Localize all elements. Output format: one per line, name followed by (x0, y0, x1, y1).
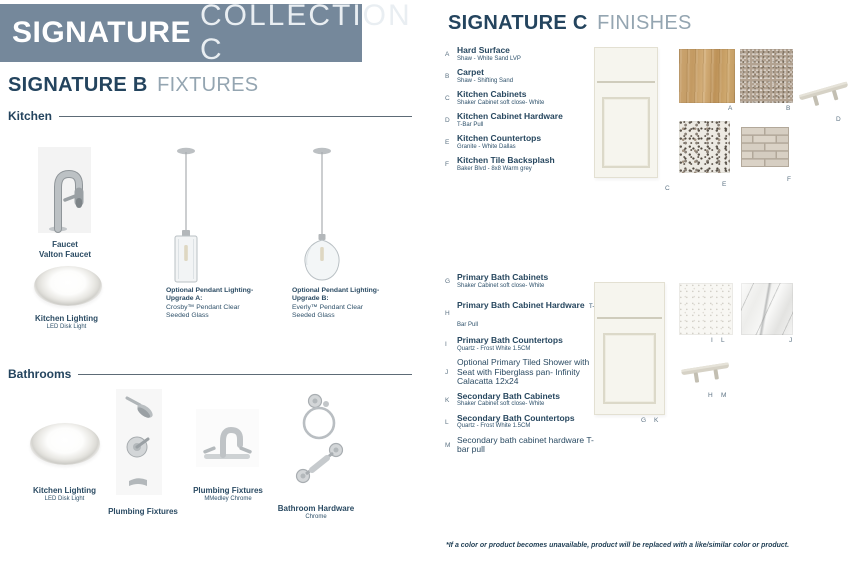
bath-hardware-sub: Chrome (305, 513, 327, 520)
finish-item-e: E Kitchen Countertops Granite - White Dallas (445, 133, 542, 150)
quartz-swatch (679, 283, 733, 335)
label-f: F (787, 176, 791, 183)
bathrooms-section-line (78, 374, 412, 375)
label-c: C (665, 185, 670, 192)
finishes-heading-bold: SIGNATURE C (448, 12, 588, 34)
kitchen-cabinet-door-sample (594, 47, 658, 178)
granite-swatch (679, 121, 730, 173)
faucet-sub: Valton Faucet (38, 249, 91, 259)
carpet-swatch (740, 49, 793, 103)
bath-hardware-photo (681, 358, 731, 390)
bath-hardware-label (270, 504, 362, 521)
bath-finishes-list (445, 273, 595, 455)
pendant-a-sub: Crosby™ Pendant Clear Seeded Glass (166, 303, 240, 320)
faucet-icon (38, 147, 91, 233)
tp-holder-icon (292, 438, 348, 490)
finish-item-k: K Secondary Bath Cabinets Shaker Cabinet soft close- White (445, 390, 560, 408)
bath-faucet-sub: MMedley Chrome (204, 495, 252, 502)
bath-disk-light-photo (30, 423, 100, 465)
pendant-b-sub: Everly™ Pendant Clear Seeded Glass (292, 303, 364, 320)
finish-item-a: A Hard Surface Shaw - White Sand LVP (445, 45, 521, 62)
label-h: H (708, 392, 713, 399)
finish-item-f: F Kitchen Tile Backsplash Baker Blvd - 8x8 Warm grey (445, 155, 555, 172)
kitchen-lighting-title: Kitchen Lighting (34, 314, 99, 323)
kitchen-lighting-sub: LED Disk Light (46, 323, 87, 330)
finish-item-h: H Primary Bath Cabinet Hardware T-Bar Pull (445, 300, 595, 329)
kitchen-hardware-photo (799, 76, 851, 116)
fixtures-heading (8, 74, 258, 97)
kitchen-section-label: Kitchen (8, 109, 53, 123)
faucet-title: Faucet (52, 240, 78, 249)
finish-item-j: J Optional Primary Tiled Shower with Seat with Fiberglass pan- Infinity Calacatta 12x24 (445, 357, 590, 387)
label-k: K (654, 417, 659, 424)
kitchen-section-line (59, 116, 412, 117)
towel-ring-icon (296, 392, 340, 442)
bath-lighting-sub: LED Disk Light (44, 495, 85, 502)
bath-shower-title: Plumbing Fixtures (108, 507, 178, 516)
pendant-b-label (292, 287, 386, 321)
shower-set-icon (116, 389, 162, 495)
kitchen-section-rule (8, 109, 412, 123)
bath-faucet-title: Plumbing Fixtures (193, 486, 263, 495)
pendant-a-title: Optional Pendant Lighting- Upgrade A: (166, 287, 254, 303)
fixtures-heading-light: FIXTURES (157, 74, 259, 96)
footnote: *If a color or product becomes unavailable, product will be replaced with a like/similar color or product. (446, 542, 790, 549)
label-g: G (641, 417, 647, 424)
kitchen-faucet-label (20, 240, 110, 259)
finish-item-c: C Kitchen Cabinets Shaker Cabinet soft close- White (445, 89, 545, 106)
towel-ring-photo (296, 392, 340, 442)
kitchen-disk-light-photo (34, 266, 102, 306)
label-l: L (721, 337, 725, 344)
pendant-b-photo (296, 144, 348, 292)
pendant-a-label (166, 287, 258, 321)
label-j: J (789, 337, 793, 344)
finishes-heading-light: FINISHES (597, 12, 692, 34)
bath-hardware-title: Bathroom Hardware (277, 504, 355, 513)
finish-item-m: M Secondary bath cabinet hardware T-bar pull (445, 434, 594, 455)
bath-lighting-title: Kitchen Lighting (32, 486, 97, 495)
pendant-cylinder-icon (164, 144, 208, 292)
finish-item-g: G Primary Bath Cabinets Shaker Cabinet soft close- White (445, 272, 549, 289)
banner-title-light: COLLECTION C (199, 0, 412, 66)
pendant-bell-icon (296, 144, 348, 292)
label-a: A (728, 105, 733, 112)
bath-lighting-label (12, 486, 117, 503)
banner (0, 0, 412, 66)
bath-cabinet-door-sample (594, 282, 665, 415)
bathrooms-section-rule (8, 367, 412, 381)
label-d: D (836, 116, 841, 123)
finish-item-d: D Kitchen Cabinet Hardware T-Bar Pull (445, 111, 563, 128)
brick-tile-icon (741, 127, 789, 167)
marble-swatch (741, 283, 793, 335)
bathrooms-section-label: Bathrooms (8, 367, 72, 381)
bath-shower-label (103, 507, 183, 517)
backsplash-swatch (741, 127, 789, 167)
finish-item-b: B Carpet Shaw - Shifting Sand (445, 67, 514, 84)
kitchen-faucet-photo (38, 147, 91, 233)
label-b: B (786, 105, 791, 112)
tp-holder-photo (292, 438, 348, 490)
kitchen-lighting-label (14, 314, 119, 331)
shower-trim-photo (116, 389, 162, 495)
banner-title-bold: SIGNATURE (12, 16, 191, 49)
finishes-heading (448, 12, 692, 35)
pendant-a-photo (164, 144, 208, 292)
finish-item-l: L Secondary Bath Countertops Quartz - Frost White 1.5CM (445, 412, 575, 430)
hard-surface-swatch (679, 49, 735, 103)
fixtures-heading-bold: SIGNATURE B (8, 74, 148, 96)
label-m: M (721, 392, 727, 399)
tbar-pull-icon (681, 358, 731, 390)
bath-faucet-icon (196, 409, 259, 467)
finish-item-i: I Primary Bath Countertops Quartz - Frost White 1.5CM (445, 335, 563, 352)
label-i: I (711, 337, 713, 344)
pendant-b-title: Optional Pendant Lighting- Upgrade B: (292, 287, 380, 303)
bath-faucet-photo (196, 409, 259, 467)
bath-faucet-label (182, 486, 274, 503)
label-e: E (722, 181, 727, 188)
kitchen-finishes-list (445, 46, 595, 173)
tbar-pull-icon (799, 76, 851, 116)
